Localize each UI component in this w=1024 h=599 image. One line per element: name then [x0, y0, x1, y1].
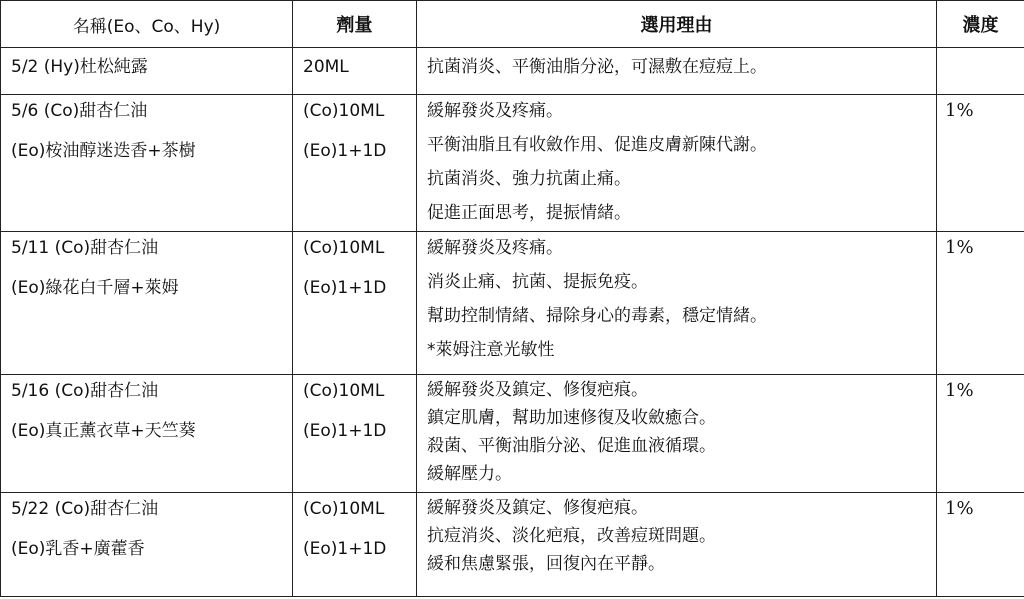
header-name: 名稱(Eo、Co、Hy) — [1, 1, 293, 48]
table-row — [1, 493, 1024, 597]
cell-concentration — [937, 493, 1024, 597]
dose-line: (Co)10ML — [303, 381, 385, 401]
name-line: (Eo)真正薰衣草+天竺葵 — [11, 421, 196, 441]
header-concentration: 濃度 — [937, 1, 1024, 48]
cell-dose — [293, 375, 417, 493]
name-line: 5/2 (Hy)杜松純露 — [11, 57, 148, 77]
cell-dose — [293, 232, 417, 375]
concentration-value: 1% — [945, 498, 974, 519]
reason-line: 抗痘消炎、淡化疤痕，改善痘斑問題。 — [427, 526, 716, 546]
dose-line: (Co)10ML — [303, 101, 385, 121]
cell-concentration — [937, 48, 1024, 95]
cell-reason — [417, 493, 937, 597]
reason-line: 鎮定肌膚，幫助加速修復及收斂癒合。 — [427, 408, 716, 428]
reason-line: *萊姆注意光敏性 — [427, 340, 555, 360]
reason-line: 緩和焦慮緊張，回復內在平靜。 — [427, 554, 665, 574]
cell-concentration — [937, 232, 1024, 375]
dose-line: (Eo)1+1D — [303, 278, 387, 298]
cell-name — [1, 232, 293, 375]
reason-line: 緩解發炎及鎮定、修復疤痕。 — [427, 380, 648, 400]
dose-line: (Co)10ML — [303, 499, 385, 519]
table-row — [1, 48, 1024, 95]
cell-concentration — [937, 375, 1024, 493]
cell-reason — [417, 48, 937, 95]
reason-line: 平衡油脂且有收斂作用、促進皮膚新陳代謝。 — [427, 135, 767, 155]
reason-line: 緩解發炎及疼痛。 — [427, 101, 563, 121]
dose-line: (Eo)1+1D — [303, 539, 387, 559]
name-line: (Eo)桉油醇迷迭香+茶樹 — [11, 141, 196, 161]
cell-dose — [293, 48, 417, 95]
cell-dose — [293, 95, 417, 232]
dose-line: (Co)10ML — [303, 238, 385, 258]
reason-line: 殺菌、平衡油脂分泌、促進血液循環。 — [427, 436, 716, 456]
reason-line: 幫助控制情緒、掃除身心的毒素，穩定情緒。 — [427, 306, 767, 326]
reason-line: 緩解壓力。 — [427, 464, 512, 484]
dose-line: (Eo)1+1D — [303, 421, 387, 441]
reason-line: 消炎止痛、抗菌、提振免疫。 — [427, 272, 648, 292]
name-line: (Eo)綠花白千層+萊姆 — [11, 278, 179, 298]
cell-dose — [293, 493, 417, 597]
concentration-value: 1% — [945, 100, 974, 121]
cell-concentration — [937, 95, 1024, 232]
dose-line: 20ML — [303, 57, 349, 77]
name-line: 5/11 (Co)甜杏仁油 — [11, 238, 159, 258]
cell-name — [1, 48, 293, 95]
name-line: 5/6 (Co)甜杏仁油 — [11, 101, 148, 121]
table-row — [1, 95, 1024, 232]
table-header-row — [1, 1, 1024, 48]
reason-line: 抗菌消炎、強力抗菌止痛。 — [427, 169, 631, 189]
cell-name — [1, 95, 293, 232]
cell-reason — [417, 232, 937, 375]
header-reason: 選用理由 — [417, 1, 937, 48]
reason-line: 緩解發炎及鎮定、修復疤痕。 — [427, 498, 648, 518]
reason-line: 緩解發炎及疼痛。 — [427, 238, 563, 258]
table-row — [1, 232, 1024, 375]
cell-reason — [417, 95, 937, 232]
name-line: 5/22 (Co)甜杏仁油 — [11, 499, 159, 519]
concentration-value: 1% — [945, 237, 974, 258]
concentration-value: 1% — [945, 380, 974, 401]
cell-name — [1, 375, 293, 493]
name-line: 5/16 (Co)甜杏仁油 — [11, 381, 159, 401]
header-dose: 劑量 — [293, 1, 417, 48]
cell-reason — [417, 375, 937, 493]
reason-line: 促進正面思考，提振情緒。 — [427, 203, 631, 223]
name-line: (Eo)乳香+廣藿香 — [11, 539, 145, 559]
dose-line: (Eo)1+1D — [303, 141, 387, 161]
table-row — [1, 375, 1024, 493]
cell-name — [1, 493, 293, 597]
reason-line: 抗菌消炎、平衡油脂分泌，可濕敷在痘痘上。 — [427, 57, 767, 77]
concentration-value — [937, 48, 1024, 94]
